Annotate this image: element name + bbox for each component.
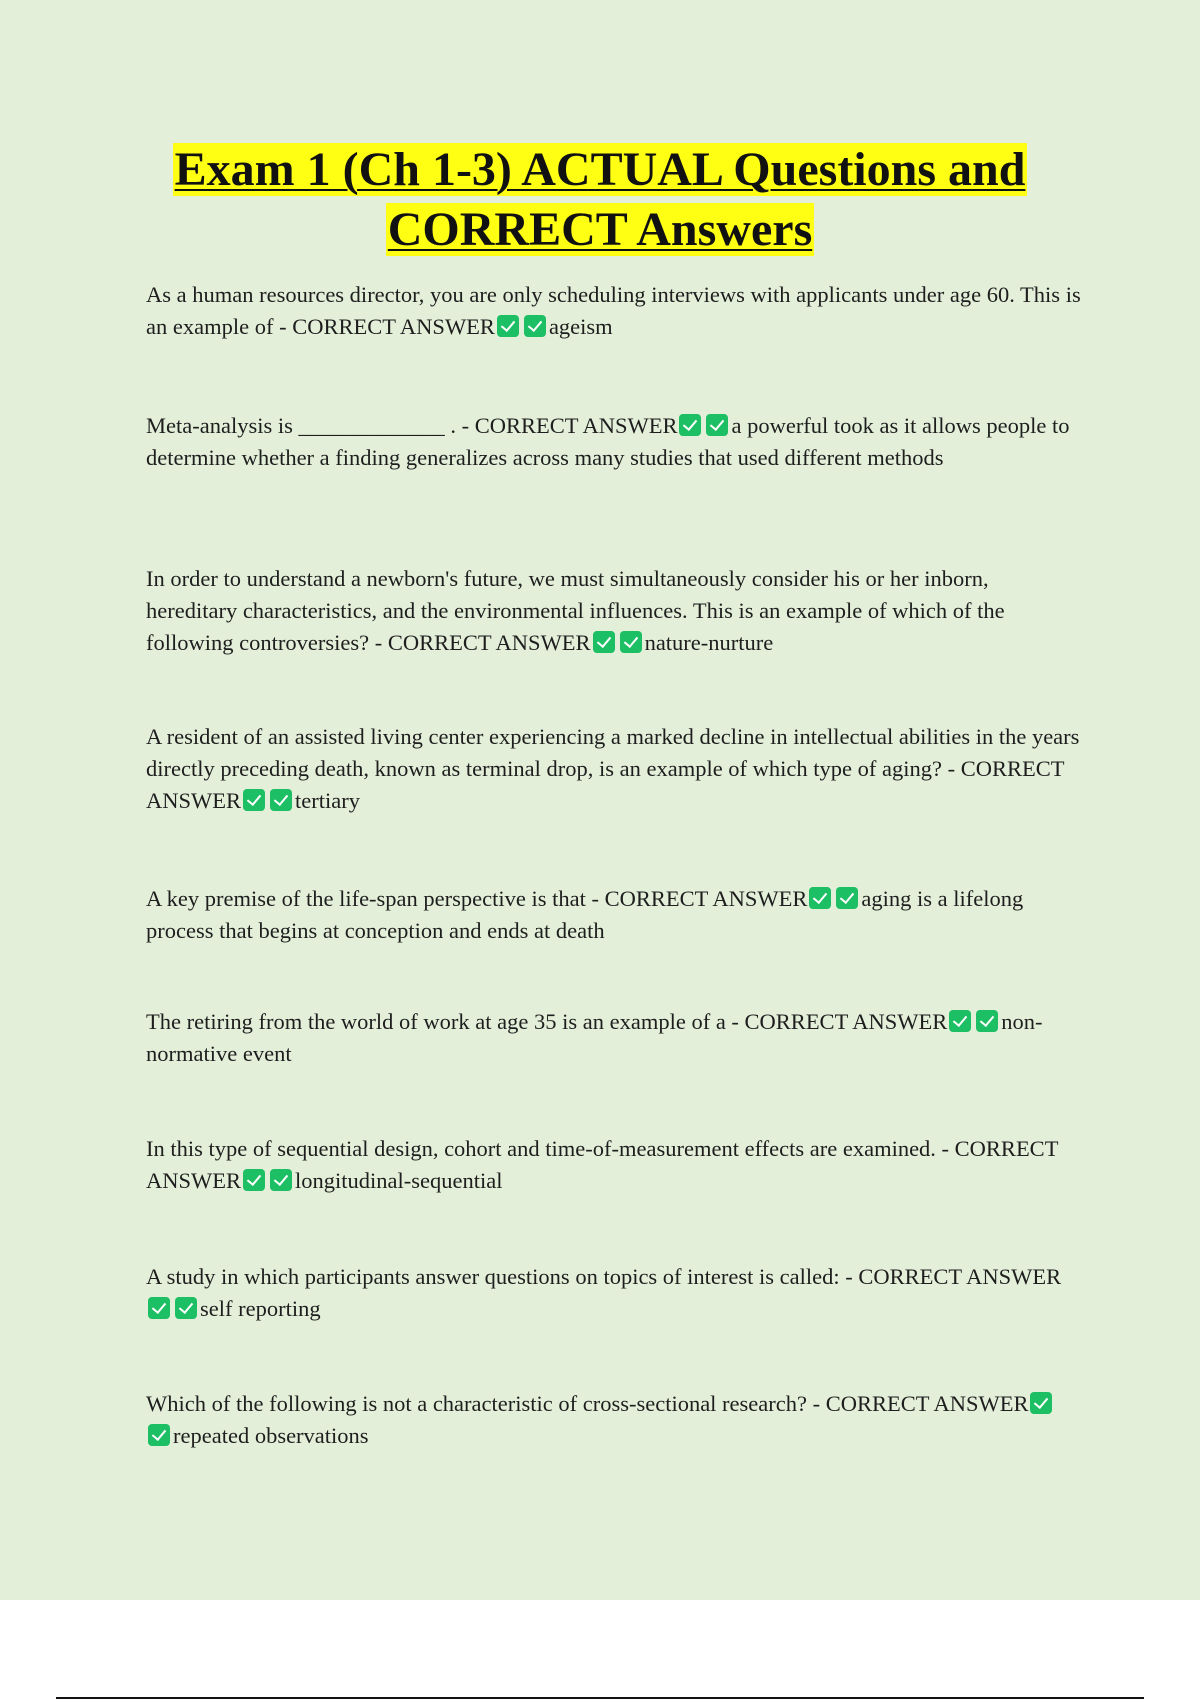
answer-text: non-normative event bbox=[146, 1009, 1043, 1066]
qa-item-6 bbox=[146, 1006, 1081, 1070]
qa-item-8 bbox=[146, 1261, 1081, 1325]
question-text: In order to understand a newborn's future, we must simultaneously consider his or her inborn, hereditary characteristics, and the environmental influences. This is an example of which of the following controversies? - bbox=[146, 566, 1005, 655]
checkmark-icon bbox=[1030, 1392, 1052, 1414]
checkmark-icon bbox=[148, 1297, 170, 1319]
correct-answer-marker: CORRECT ANSWER bbox=[474, 413, 678, 438]
answer-text: a powerful took as it allows people to determine whether a finding generalizes across many studies that used different methods bbox=[146, 413, 1070, 470]
answer-text: nature-nurture bbox=[644, 630, 774, 655]
checkmark-icon bbox=[497, 315, 519, 337]
correct-answer-marker: CORRECT ANSWER bbox=[292, 314, 495, 339]
qa-item-3 bbox=[146, 563, 1081, 659]
question-text: Meta-analysis is _____________ . - bbox=[146, 413, 475, 438]
checkmark-icon bbox=[243, 789, 265, 811]
answer-text: aging is a lifelong process that begins at conception and ends at death bbox=[146, 886, 1024, 943]
qa-item-1 bbox=[146, 279, 1081, 343]
checkmark-icon bbox=[836, 887, 858, 909]
checkmark-icon bbox=[809, 887, 831, 909]
correct-answer-marker: CORRECT ANSWER bbox=[744, 1009, 948, 1034]
checkmark-icon bbox=[270, 1169, 292, 1191]
checkmark-icon bbox=[524, 315, 546, 337]
answer-text: tertiary bbox=[295, 788, 360, 813]
correct-answer-marker: CORRECT ANSWER bbox=[387, 630, 591, 655]
checkmark-icon bbox=[593, 631, 615, 653]
checkmark-icon bbox=[679, 414, 701, 436]
answer-text: ageism bbox=[548, 314, 613, 339]
qa-item-9 bbox=[146, 1388, 1081, 1452]
title-line-1: Exam 1 (Ch 1-3) ACTUAL Questions and bbox=[174, 143, 1026, 196]
footer-rule bbox=[56, 1697, 1144, 1699]
checkmark-icon bbox=[175, 1297, 197, 1319]
checkmark-icon bbox=[976, 1010, 998, 1032]
qa-item-2 bbox=[146, 410, 1081, 474]
question-text: A resident of an assisted living center experiencing a marked decline in intellectual abilities in the years directly preceding death, known as terminal drop, is an example of which type of aging? - bbox=[146, 724, 1080, 781]
question-text: As a human resources director, you are only scheduling interviews with applicants under age 60. This is an example of - bbox=[146, 282, 1081, 339]
checkmark-icon bbox=[270, 789, 292, 811]
correct-answer-marker: CORRECT ANSWER bbox=[858, 1264, 1062, 1289]
qa-item-4 bbox=[146, 721, 1081, 817]
question-text: The retiring from the world of work at age 35 is an example of a - bbox=[146, 1009, 745, 1034]
correct-answer-marker: CORRECT ANSWER bbox=[825, 1391, 1029, 1416]
title-line-2: CORRECT Answers bbox=[387, 203, 813, 256]
checkmark-icon bbox=[949, 1010, 971, 1032]
document-title bbox=[0, 140, 1200, 260]
checkmark-icon bbox=[148, 1424, 170, 1446]
question-text: A key premise of the life-span perspective is that - bbox=[146, 886, 605, 911]
checkmark-icon bbox=[706, 414, 728, 436]
question-text: A study in which participants answer questions on topics of interest is called: - bbox=[146, 1264, 859, 1289]
question-text: In this type of sequential design, cohort and time-of-measurement effects are examined. - bbox=[146, 1136, 955, 1161]
correct-answer-marker: CORRECT ANSWER bbox=[146, 756, 1065, 813]
answer-text: longitudinal-sequential bbox=[295, 1168, 503, 1193]
checkmark-icon bbox=[243, 1169, 265, 1191]
answer-text: self reporting bbox=[200, 1296, 321, 1321]
question-text: Which of the following is not a characteristic of cross-sectional research? - bbox=[146, 1391, 826, 1416]
qa-item-7 bbox=[146, 1133, 1081, 1197]
qa-item-5 bbox=[146, 883, 1081, 947]
correct-answer-marker: CORRECT ANSWER bbox=[146, 1136, 1059, 1193]
answer-text: repeated observations bbox=[173, 1423, 369, 1448]
correct-answer-marker: CORRECT ANSWER bbox=[604, 886, 808, 911]
checkmark-icon bbox=[620, 631, 642, 653]
